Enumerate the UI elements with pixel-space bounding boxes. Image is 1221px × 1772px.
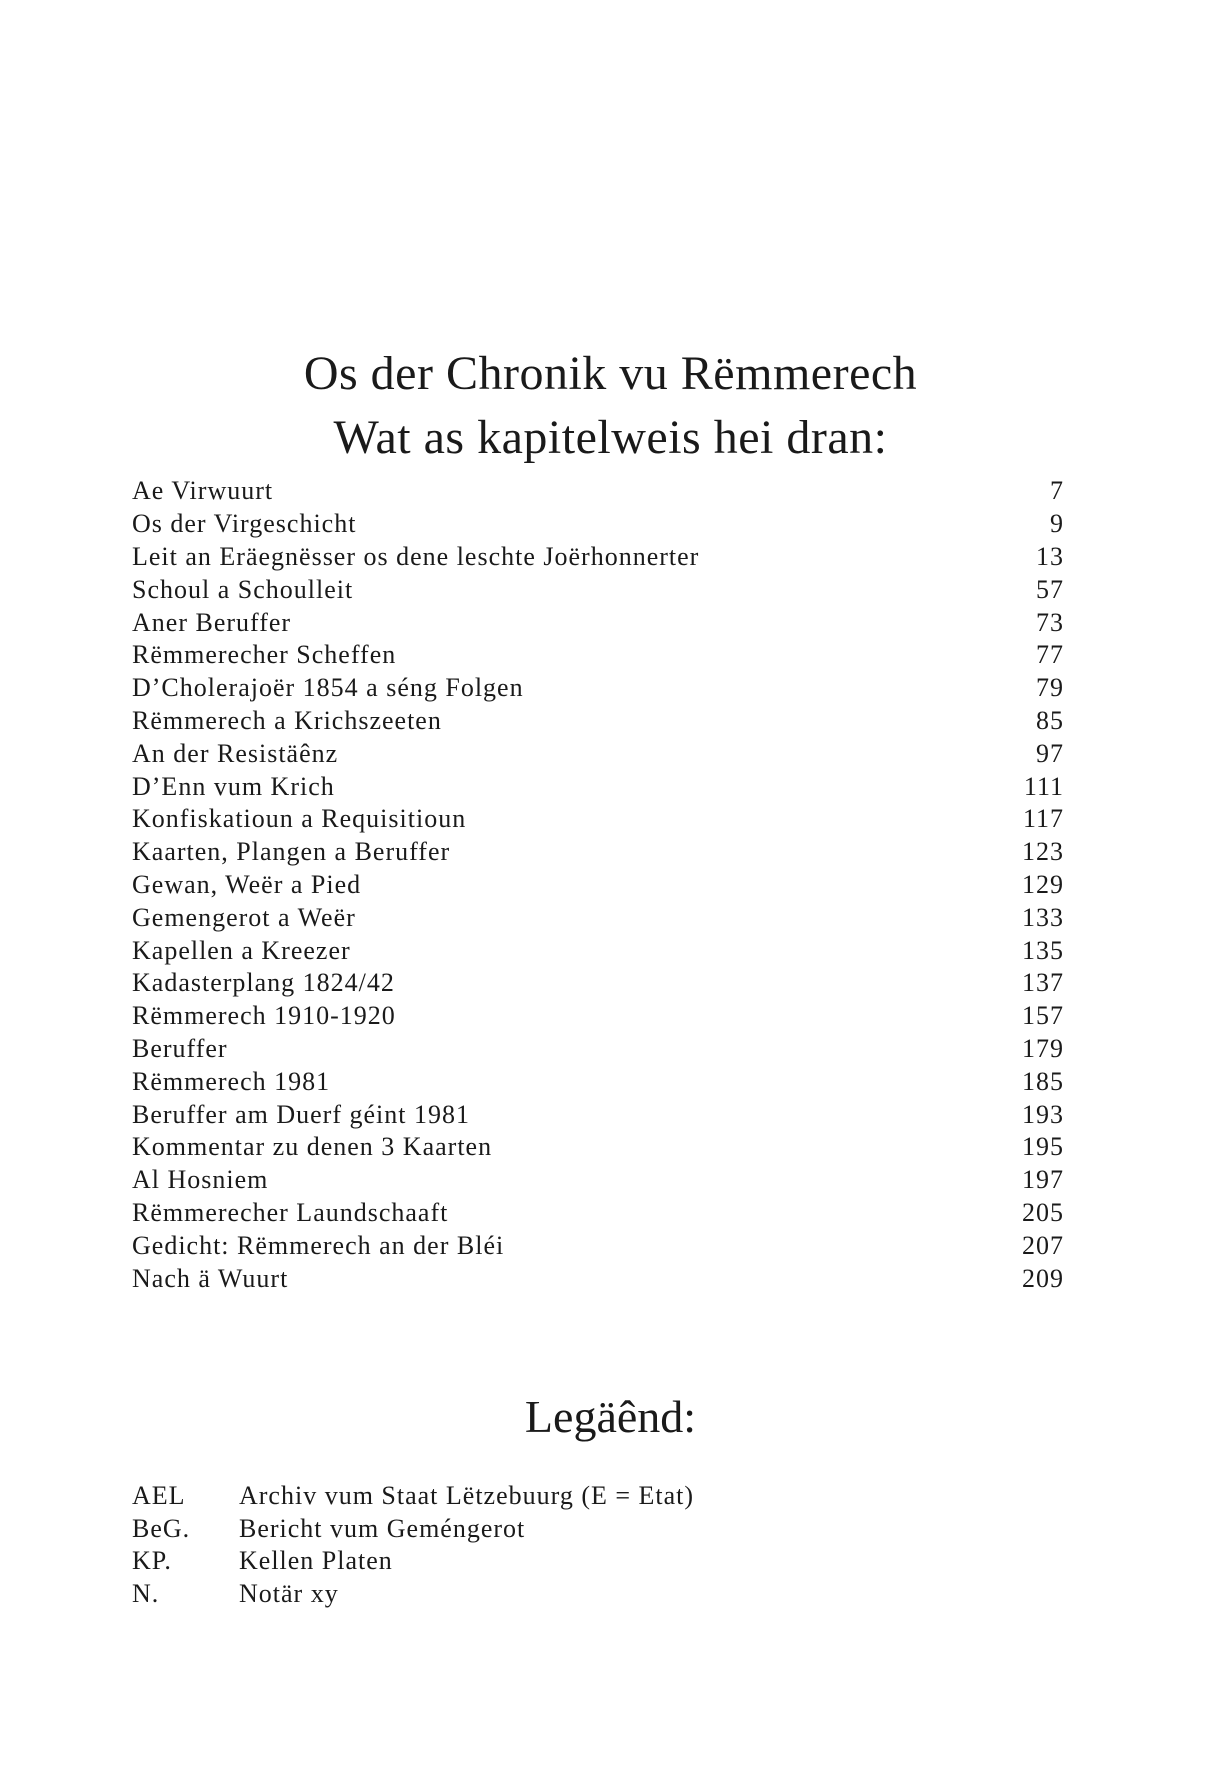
toc-entry-page: 205	[1022, 1197, 1064, 1227]
page-subtitle: Wat as kapitelweis hei dran:	[333, 411, 888, 464]
toc-entry-page: 117	[1022, 804, 1064, 834]
toc-entry-page: 207	[1022, 1230, 1064, 1260]
toc-entry-page: 193	[1022, 1099, 1064, 1129]
toc-entry-title: Rëmmerecher Laundschaaft	[132, 1197, 449, 1227]
toc-entry-page: 77	[1036, 640, 1064, 670]
toc-entry-title: Gedicht: Rëmmerech an der Bléi	[132, 1230, 505, 1260]
toc-entry	[132, 639, 1064, 672]
toc-entry-title: Kaarten, Plangen a Beruffer	[132, 837, 451, 867]
toc-entry-page: 123	[1022, 837, 1064, 867]
toc-entry-title: Beruffer am Duerf géint 1981	[132, 1099, 470, 1129]
toc-entry-title: Rëmmerecher Scheffen	[132, 640, 397, 670]
toc-entry	[132, 541, 1064, 574]
legend-abbreviation: N.	[132, 1578, 160, 1608]
legend-item	[132, 1513, 832, 1546]
legend-meaning: Kellen Platen	[239, 1546, 393, 1576]
toc-entry-title: Ae Virwuurt	[132, 476, 274, 506]
toc-entry-title: Konfiskatioun a Requisitioun	[132, 804, 467, 834]
page-title: Os der Chronik vu Rëmmerech	[303, 347, 918, 400]
toc-entry-page: 97	[1036, 738, 1064, 768]
toc-entry	[132, 1033, 1064, 1066]
toc-entry-page: 111	[1023, 771, 1064, 801]
toc-entry-page: 137	[1022, 968, 1064, 998]
toc-entry-title: Gemengerot a Weër	[132, 902, 356, 932]
toc-entry-title: Rëmmerech 1910-1920	[132, 1001, 396, 1031]
toc-entry-title: Al Hosniem	[132, 1165, 269, 1195]
legend-list	[132, 1480, 832, 1610]
toc-entry-title: Kapellen a Kreezer	[132, 935, 351, 965]
table-of-contents	[132, 475, 1064, 1295]
toc-entry	[132, 1098, 1064, 1131]
toc-entry	[132, 803, 1064, 836]
toc-entry	[132, 737, 1064, 770]
legend-item	[132, 1545, 832, 1578]
toc-entry-title: Aner Beruffer	[132, 607, 292, 637]
toc-entry-page: 57	[1036, 574, 1064, 604]
toc-entry-page: 73	[1036, 607, 1064, 637]
toc-entry-page: 79	[1036, 673, 1064, 703]
toc-entry	[132, 573, 1064, 606]
legend-title: Legäênd:	[524, 1391, 697, 1442]
legend-item	[132, 1578, 832, 1611]
toc-entry	[132, 672, 1064, 705]
toc-entry-title: An der Resistäênz	[132, 738, 339, 768]
toc-entry-page: 13	[1036, 541, 1064, 571]
toc-entry-page: 135	[1022, 935, 1064, 965]
toc-entry	[132, 770, 1064, 803]
toc-entry-page: 197	[1022, 1165, 1064, 1195]
toc-entry-title: Rëmmerech 1981	[132, 1066, 331, 1096]
legend-meaning: Archiv vum Staat Lëtzebuurg (E = Etat)	[239, 1481, 695, 1511]
toc-entry	[132, 836, 1064, 869]
legend-abbreviation: BeG.	[132, 1513, 191, 1543]
toc-entry-page: 133	[1022, 902, 1064, 932]
toc-entry	[132, 1065, 1064, 1098]
toc-entry-page: 195	[1022, 1132, 1064, 1162]
toc-entry-page: 209	[1022, 1263, 1064, 1293]
toc-entry	[132, 869, 1064, 902]
toc-entry	[132, 901, 1064, 934]
toc-entry	[132, 934, 1064, 967]
legend-meaning: Bericht vum Geméngerot	[239, 1513, 526, 1543]
toc-entry-page: 9	[1050, 509, 1064, 539]
toc-entry-page: 7	[1050, 476, 1064, 506]
toc-entry-title: Gewan, Weër a Pied	[132, 869, 362, 899]
toc-entry	[132, 1164, 1064, 1197]
toc-entry-page: 129	[1022, 869, 1064, 899]
toc-entry-page: 179	[1022, 1033, 1064, 1063]
toc-entry	[132, 967, 1064, 1000]
toc-entry	[132, 1131, 1064, 1164]
toc-entry-title: Os der Virgeschicht	[132, 509, 357, 539]
toc-entry-page: 157	[1022, 1001, 1064, 1031]
toc-entry-title: Beruffer	[132, 1033, 228, 1063]
toc-entry	[132, 475, 1064, 508]
toc-entry-page: 85	[1036, 705, 1064, 735]
toc-entry	[132, 1197, 1064, 1230]
toc-entry	[132, 1229, 1064, 1262]
toc-entry	[132, 705, 1064, 738]
toc-entry-title: Leit an Eräegnësser os dene leschte Joërhonnerter	[132, 541, 700, 571]
toc-entry-title: D’Enn vum Krich	[132, 771, 335, 801]
toc-entry	[132, 1000, 1064, 1033]
toc-entry	[132, 606, 1064, 639]
toc-entry-title: D’Cholerajoër 1854 a séng Folgen	[132, 673, 524, 703]
toc-entry-title: Nach ä Wuurt	[132, 1263, 289, 1293]
toc-entry-title: Kommentar zu denen 3 Kaarten	[132, 1132, 493, 1162]
toc-entry-title: Schoul a Schoulleit	[132, 574, 354, 604]
legend-meaning: Notär xy	[239, 1578, 339, 1608]
legend-abbreviation: KP.	[132, 1546, 172, 1576]
toc-entry-title: Kadasterplang 1824/42	[132, 968, 395, 998]
legend-item	[132, 1480, 832, 1513]
toc-entry	[132, 508, 1064, 541]
legend-abbreviation: AEL	[132, 1481, 186, 1511]
toc-entry-title: Rëmmerech a Krichszeeten	[132, 705, 442, 735]
toc-entry-page: 185	[1022, 1066, 1064, 1096]
toc-entry	[132, 1262, 1064, 1295]
